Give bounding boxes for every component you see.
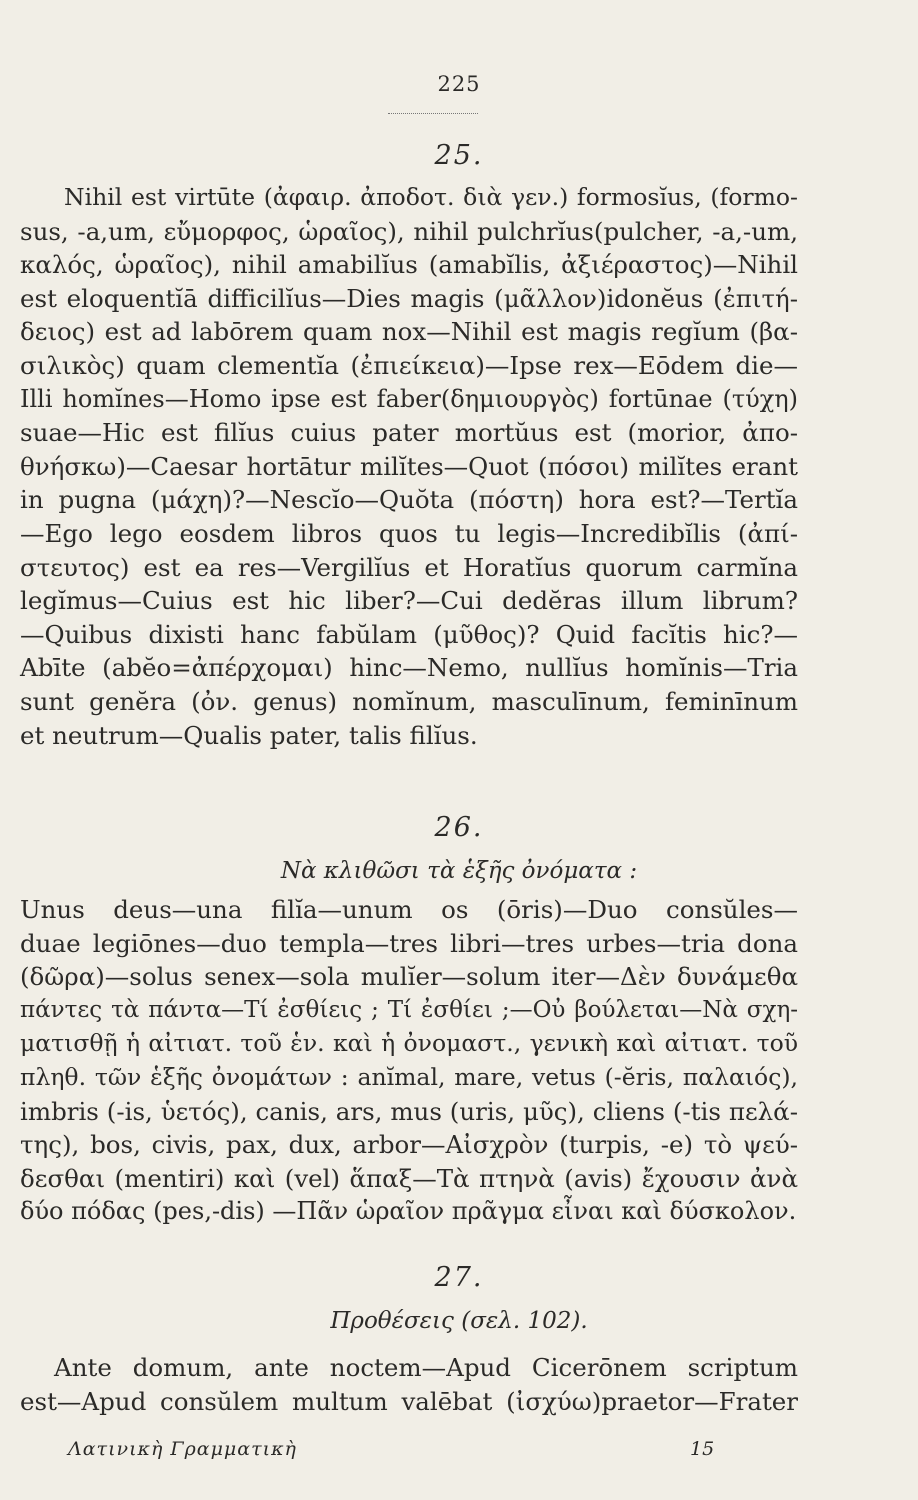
text-line: Illi homĭnes—Homo ipse est faber(δημιουργὸς) fortūnae (τύχη): [20, 384, 798, 413]
text-line: δύο πόδας (pes,-dis) —Πᾶν ὡραῖον πρᾶγμα εἶναι καὶ δύσκολον.: [20, 1197, 797, 1226]
section-heading-27: 27.: [434, 1262, 484, 1293]
text-line: ματισθῇ ἡ αἰτιατ. τοῦ ἑν. καὶ ἡ ὀνομαστ., γενικὴ καὶ αἰτιατ. τοῦ: [20, 1029, 798, 1058]
section-27-text: [20, 1351, 798, 1418]
text-line: legĭmus—Cuius est hic liber?—Cui dedĕras illum librum?: [20, 586, 798, 616]
text-line: —Quibus dixisti hanc fabŭlam (μῦθος)? Quid facĭtis hic?—: [20, 619, 798, 649]
text-line: (δῶρα)—solus senex—sola mulĭer—solum iter—Δὲν δυνάμεθα: [20, 962, 798, 992]
page-number: 225: [437, 72, 481, 96]
text-line: πληθ. τῶν ἑξῆς ὀνομάτων : anĭmal, mare, vetus (-ĕris, παλαιός),: [20, 1062, 798, 1091]
text-line: sus, -a,um, εὔμορφος, ὡραῖος), nihil pulchrĭus(pulcher, -a,-um,: [20, 216, 798, 246]
text-line: θνήσκω)—Caesar hortātur milĭtes—Quot (πόσοι) milĭtes erant: [20, 451, 798, 481]
text-line: est—Apud consŭlem multum valēbat (ἰσχύω)praetor—Frater: [20, 1386, 798, 1416]
text-line: imbris (-is, ὑετός), canis, ars, mus (uris, μῦς), cliens (-tis πελά-: [20, 1096, 798, 1126]
text-line: δειος) est ad labōrem quam nox—Nihil est magis regĭum (βα-: [20, 317, 798, 347]
text-line: —Ego lego eosdem libros quos tu legis—Incredibĭlis (ἀπί-: [20, 518, 798, 548]
section-subheading-26: Νὰ κλιθῶσι τὰ ἑξῆς ὀνόματα :: [280, 858, 638, 884]
text-line: σιλικὸς) quam clementĭa (ἐπιείκεια)—Ipse rex—Eōdem die—: [20, 350, 798, 380]
text-line: sunt genĕra (ὀν. genus) nomĭnum, masculīnum, feminīnum: [20, 686, 798, 716]
text-line: στευτος) est ea res—Vergilĭus et Horatĭus quorum carmĭna: [20, 552, 798, 582]
text-line: duae legiōnes—duo templa—tres libri—tres urbes—tria dona: [20, 928, 798, 958]
text-line: δεσθαι (mentiri) καὶ (vel) ἅπαξ—Τὰ πτηνὰ (avis) ἔχουσιν ἀνὰ: [20, 1163, 798, 1193]
section-heading-26: 26.: [434, 812, 484, 843]
text-line: Ante domum, ante noctem—Apud Cicerōnem scriptum: [54, 1353, 798, 1382]
footer-book-title: Λατινικὴ Γραμματικὴ: [68, 1438, 297, 1460]
text-line: πάντες τὰ πάντα—Τί ἐσθίεις ; Τί ἐσθίει ;—Οὐ βούλεται—Νὰ σχη-: [20, 996, 798, 1023]
text-line: της), bos, civis, pax, dux, arbor—Αἰσχρὸν (turpis, -e) τὸ ψεύ-: [20, 1130, 798, 1160]
text-line: Unus deus—una filĭa—unum os (ōris)—Duo consŭles—: [20, 895, 798, 924]
section-subheading-27: Προθέσεις (σελ. 102).: [330, 1308, 588, 1334]
text-line: in pugna (μάχη)?—Nescĭo—Quŏta (πόστη) hora est?—Tertĭa: [20, 485, 798, 515]
text-line: suae—Hic est filĭus cuius pater mortŭus est (morior, ἀπο-: [20, 418, 798, 448]
section-heading-25: 25.: [434, 140, 484, 171]
section-25-text: [20, 181, 798, 752]
page-number-rule: [388, 113, 478, 114]
text-line: Nihil est virtūte (ἀφαιρ. ἀποδοτ. διὰ γεν.) formosĭus, (formo-: [64, 183, 798, 211]
text-line: est eloquentĭā difficilĭus—Dies magis (μᾶλλον)idonĕus (ἐπιτή-: [20, 283, 798, 313]
text-line: et neutrum—Qualis pater, talis filĭus.: [20, 720, 478, 750]
section-26-text: [20, 893, 798, 1229]
text-line: Abīte (abĕo=ἀπέρχομαι) hinc—Nemo, nullĭus homĭnis—Tria: [20, 653, 798, 683]
text-line: καλός, ὡραῖος), nihil amabilĭus (amabĭlis, ἀξιέραστος)—Nihil: [20, 250, 798, 280]
footer-signature-number: 15: [690, 1438, 715, 1460]
